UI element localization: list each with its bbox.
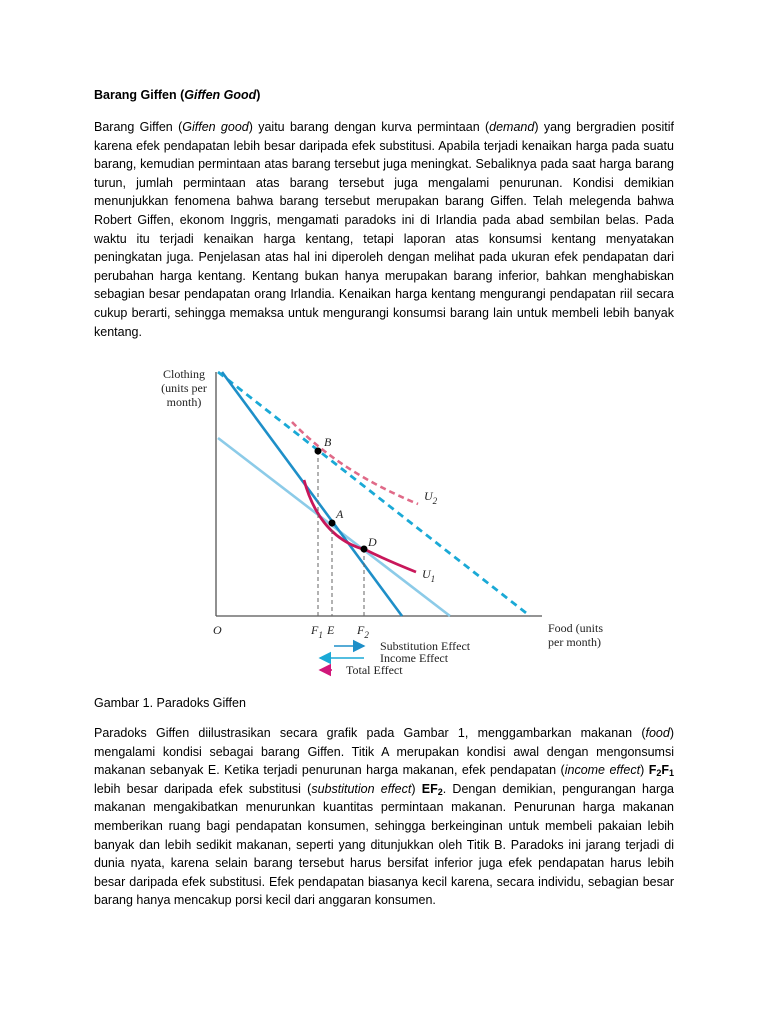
explanation-paragraph: Paradoks Giffen diilustrasikan secara grafik pada Gambar 1, menggambarkan makanan (food) mengalami kondisi sebagai barang Giffen. Titik A merupakan kondisi awal dengan mengonsumsi makanan sebanyak E. Ketika terjadi penurunan harga makanan, efek pendapatan (income effect) $F_2F_1$ lebih besar daripada efek substitusi (substitution effect) $EF_2$. Dengan demikian, pengurangan harga makanan mengakibatkan menurunkan kuantitas permintaan makanan. Penurunan harga makanan memberikan ruang bagi pendapatan konsumen, sehingga berkeinginan untuk membeli pakaian lebih banyak dan lebih sedikit makanan, seperti yang ditunjukkan oleh Titik B. Paradoks ini jarang terjadi di dunia nyata, karena selain barang tersebut harus bersifat inferior juga efek pendapatan harus lebih besar daripada efek substitusi. Efek pendapatan biasanya kecil karena, secara individu, sebagian besar barang hanya mencakup porsi kecil dari anggaran konsumen. bbox=[94, 726, 675, 908]
point-a-label: A bbox=[336, 507, 344, 521]
budget-line-compensated bbox=[218, 438, 450, 616]
heading-italic: Giffen Good bbox=[184, 88, 257, 102]
giffen-diagram bbox=[150, 360, 660, 680]
point-b-label: B bbox=[324, 435, 332, 449]
substitution-effect-symbol: $EF_2$ bbox=[421, 781, 443, 797]
y-axis-label-line3: month) bbox=[166, 395, 202, 409]
x-axis-label-line2: per month) bbox=[548, 635, 601, 649]
heading-text: Barang Giffen ( bbox=[94, 88, 185, 102]
y-axis-label-line2: (units per bbox=[161, 381, 207, 395]
u2-label: $U_2$ bbox=[424, 489, 438, 506]
point-b bbox=[315, 448, 322, 455]
u1-label: $U_1$ bbox=[422, 567, 436, 584]
point-d bbox=[361, 546, 368, 553]
point-d-label: D bbox=[368, 535, 377, 549]
x-axis-label-line1: Food (units bbox=[548, 621, 604, 635]
tick-e: E bbox=[327, 623, 335, 637]
total-legend-label: Total Effect bbox=[346, 663, 403, 677]
point-a bbox=[329, 520, 336, 527]
heading-suffix: ) bbox=[256, 88, 261, 102]
tick-f2: $F_2$ bbox=[357, 623, 369, 640]
income-legend-label: Income Effect bbox=[380, 651, 449, 665]
intro-paragraph: Barang Giffen (Giffen good) yaitu barang dengan kurva permintaan (demand) yang bergradien positif karena efek pendapatan lebih besar daripada efek substitusi. Apabila terjadi kenaikan harga pada suatu barang, kemudian permintaan atas barang tersebut juga meningkat. Sebaliknya pada saat harga barang turun, jumlah permintaan atas barang tersebut juga mengalami penurunan. Kondisi demikian menunjukkan fenomena bahwa barang tersebut merupakan barang Giffen. Telah melegenda bahwa Robert Giffen, ekonom Inggris, mengamati paradoks ini di Irlandia pada abad sembilan belas. Pada waktu itu terjadi kenaikan harga kentang, tetapi laporan atas konsumsi kentang menyatakan peningkatan juga. Penjelasan atas hal ini diperoleh dengan melihat pada ukuran efek pendapatan dari perubahan harga kentang. Kentang bukan hanya merupakan barang inferior, bahkan menghabiskan sebagian besar pendapatan orang Irlandia. Kenaikan harga kentang mengurangi pendapatan riil secara cukup berarti, sehingga memaksa untuk mengurangi konsumsi barang lain untuk membeli lebih banyak kentang. bbox=[94, 120, 674, 339]
origin-label: O bbox=[213, 623, 222, 637]
section-heading bbox=[94, 88, 260, 102]
figure-caption: Gambar 1. Paradoks Giffen bbox=[94, 696, 246, 710]
substitution-legend-label: Substitution Effect bbox=[380, 639, 471, 653]
tick-f1: $F_1$ bbox=[311, 623, 323, 640]
income-effect-symbol: $F_2F_1$ bbox=[648, 763, 675, 779]
y-axis-label-line1: Clothing bbox=[162, 367, 206, 381]
giffen-figure bbox=[150, 360, 660, 680]
